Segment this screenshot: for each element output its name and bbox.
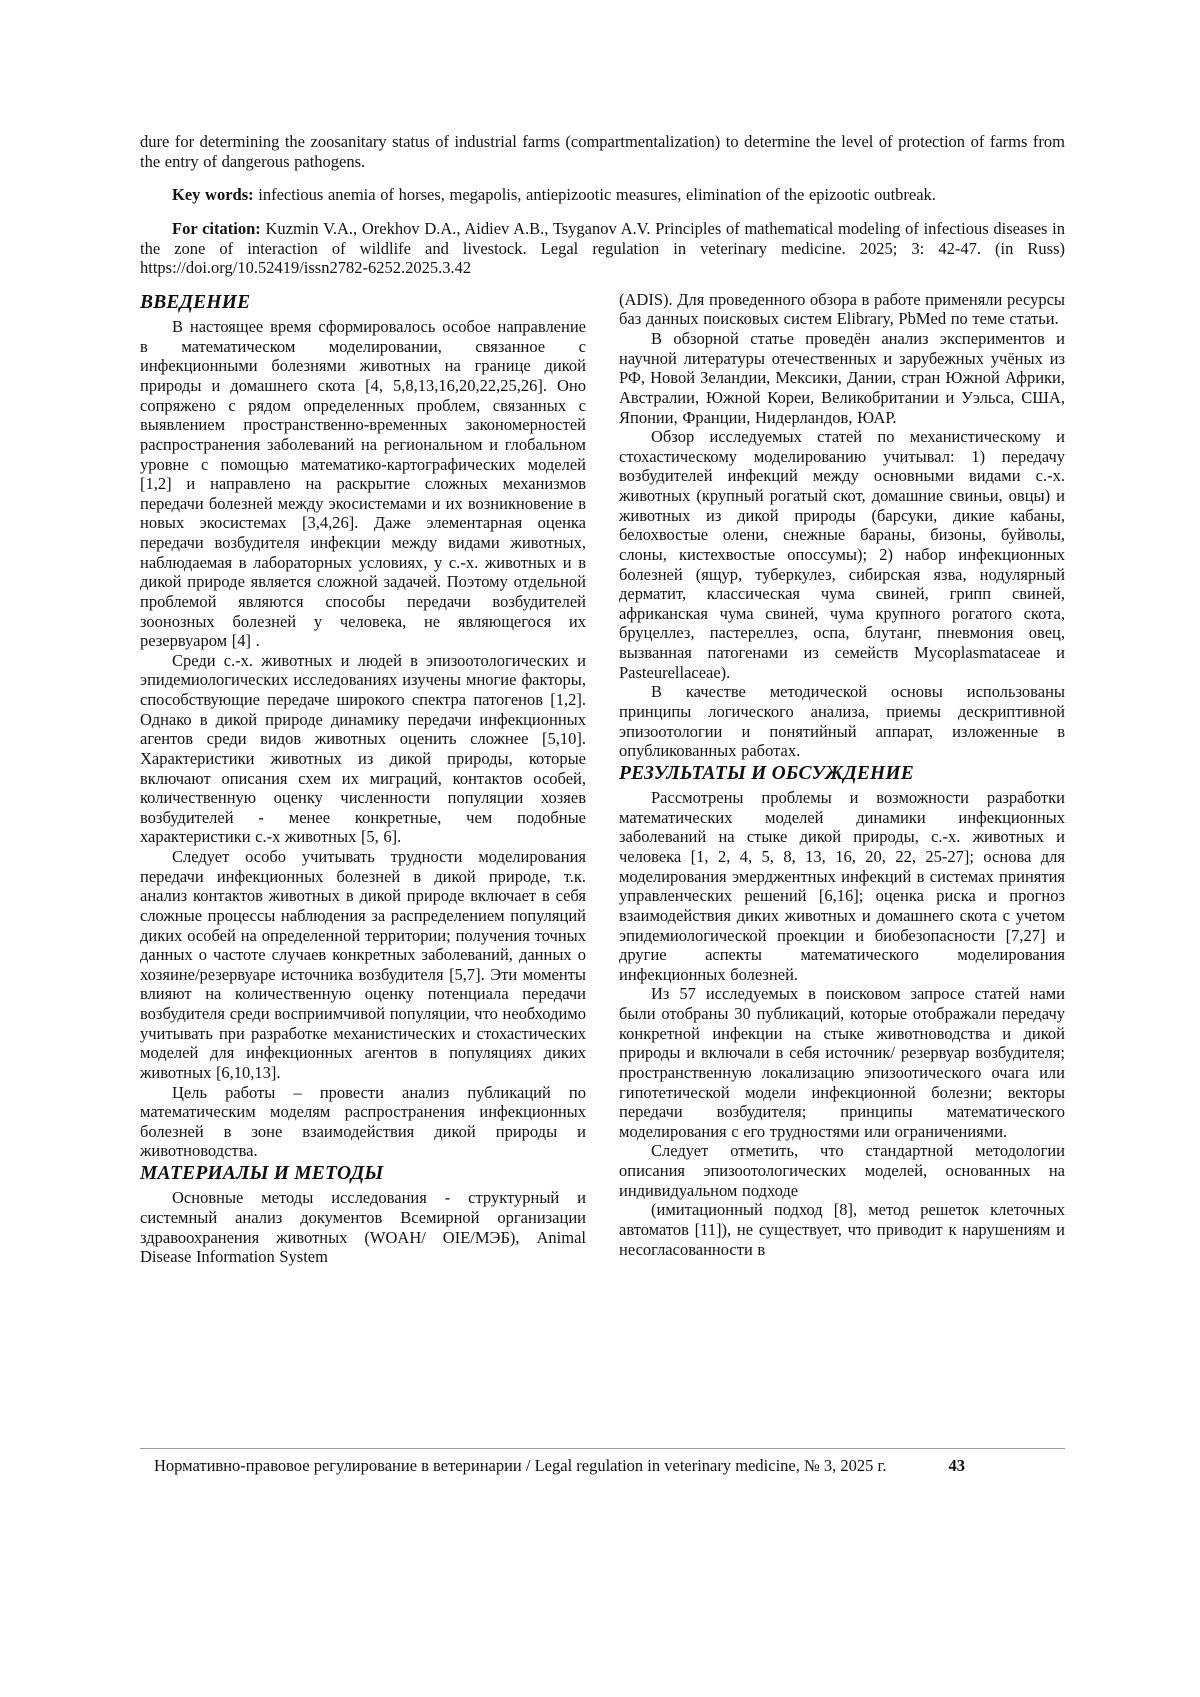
paragraph: (ADIS). Для проведенного обзора в работе применяли ресурсы баз данных поисковых систем Elibrary, PbMed по теме статьи. bbox=[619, 289, 1065, 329]
section-heading-materials-methods: МАТЕРИАЛЫ И МЕТОДЫ bbox=[140, 1163, 384, 1184]
keywords-label: Key words: bbox=[172, 185, 254, 205]
paragraph: Следует особо учитывать трудности моделирования передачи инфекционных болезней в дикой природе, т.к. анализ контактов животных в дикой природе включает в себя сложные процессы наблюдения за распределением популяций диких особей на определенной территории; получения точных данных о частоте случаев конкретных заболеваний, данных о хозяине/резервуаре источника возбудителя [5,7]. Эти моменты влияют на количественную оценку потенциала передачи возбудителя среди восприимчивой популяции, что необходимо учитывать при разработке механистических и стохастических моделей для инфекционных агентов в популяциях диких животных [6,10,13]. bbox=[140, 847, 586, 1082]
paragraph: Следует отметить, что стандартной методологии описания эпизоотологических моделей, основанных на индивидуальном подходе bbox=[619, 1141, 1065, 1200]
citation-paragraph bbox=[140, 219, 1065, 278]
page-footer bbox=[140, 1448, 1065, 1476]
journal-footer-line: Нормативно-правовое регулирование в ветеринарии / Legal regulation in veterinary medicine, № 3, 2025 г. bbox=[154, 1456, 887, 1475]
section-heading-results-discussion: РЕЗУЛЬТАТЫ И ОБСУЖДЕНИЕ bbox=[619, 762, 914, 784]
paragraph: Из 57 исследуемых в поисковом запросе статей нами были отобраны 30 публикаций, которые отображали передачу конкретной инфекции на стыке животноводства и дикой природы и включали в себя источник/ резервуар возбудителя; пространственную локализацию эпизоотического очага или гипотетической модели инфекционной болезни; векторы передачи возбудителя; принципы математического моделирования с его трудностями или ограничениями. bbox=[619, 984, 1065, 1141]
paragraph: Рассмотрены проблемы и возможности разработки математических моделей динамики инфекционных заболеваний на стыке дикой природы, с.-х. животных и человека [1, 2, 4, 5, 8, 13, 16, 20, 22, 25-27]; основа для моделирования эмерджентных инфекций в системах принятия управленческих решений [6,16]; оценка риска и прогноз взаимодействия диких животных и домашнего скота с учетом эпидемиологической проекции и биобезопасности [7,27] и другие аспекты математического моделирования инфекционных болезней. bbox=[619, 788, 1065, 984]
paragraph: Среди с.-х. животных и людей в эпизоотологических и эпидемиологических исследованиях изучены многие факторы, способствующие передаче широкого спектра патогенов [1,2]. Однако в дикой природе динамику передачи инфекционных агентов среди видов животных оценить сложнее [5,10]. Характеристики животных из дикой природы, которые включают описания схем их миграций, контактов особей, количественную оценку численности популяции хозяев возбудителей - менее конкретные, чем подобные характеристики с.-х животных [5, 6]. bbox=[140, 650, 586, 847]
keywords-text: infectious anemia of horses, megapolis, antiepizootic measures, elimination of the epizootic outbreak. bbox=[258, 185, 936, 205]
paragraph: В настоящее время сформировалось особое направление в математическом моделировании, связанное с инфекционными болезнями животных на границе дикой природы и домашнего скота [4, 5,8,13,16,20,22,25,26]. Оно сопряжено с рядом определенных проблем, связанных с выявлением пространственно-временных закономерностей распространения заболеваний на региональном и глобальном уровне с помощью математико-картографических моделей [1,2] и направлено на раскрытие сложных механизмов передачи болезней между экосистемами и их возникновение в новых экосистемах [3,4,26]. Даже элементарная оценка передачи возбудителя инфекции между видами животных, наблюдаемая в лабораторных условиях, у с.-х. животных и в дикой природе является сложной задачей. Поэтому отдельной проблемой являются способы передачи возбудителей зоонозных болезней у человека, не являющегося их резервуаром [4] . bbox=[140, 317, 586, 651]
paragraph: Цель работы – провести анализ публикаций по математическим моделям распространения инфекционных болезней в зоне взаимодействия дикой природы и животноводства. bbox=[140, 1082, 586, 1161]
paragraph: (имитационный подход [8], метод решеток клеточных автоматов [11]), не существует, что приводит к нарушениям и несогласованности в bbox=[619, 1200, 1065, 1259]
citation-text: Kuzmin V.A., Orekhov D.A., Aidiev A.B., Tsyganov A.V. Principles of mathematical modeling of infectious diseases in the zone of interaction of wildlife and livestock. Legal regulation in veterinary medicine. 2025; 3: 42-47. (in Russ) bbox=[140, 218, 1066, 258]
paragraph: Основные методы исследования - структурный и системный анализ документов Всемирной организации здравоохранения животных (WOAH/ OIE/МЭБ), Animal Disease Information System bbox=[140, 1188, 586, 1267]
keywords-paragraph bbox=[140, 185, 1065, 205]
paragraph: В обзорной статье проведён анализ экспериментов и научной литературы отечественных и зарубежных учёных из РФ, Новой Зеландии, Мексики, Дании, стран Южной Африки, Австралии, Южной Кореи, Великобритании и Уэльса, США, Японии, Франции, Нидерландов, ЮАР. bbox=[619, 329, 1065, 427]
section-heading-introduction: ВВЕДЕНИЕ bbox=[140, 291, 251, 313]
paragraph: Обзор исследуемых статей по механистическому и стохастическому моделированию учитывал: 1) передачу возбудителей инфекций между основными видами с.-х. животных (крупный рогатый скот, домашние свиньи, овцы) и животных из дикой природы (барсуки, дикие кабаны, белохвостые олени, снежные бараны, бизоны, буйволы, слоны, кистехвостые опоссумы); 2) набор инфекционных болезней (ящур, туберкулез, сибирская язва, нодулярный дерматит, классическая чума свиней, грипп свиней, африканская чума свиней, чума крупного рогатого скота, бруцеллез, пастереллез, оспа, блутанг, пневмония овец, вызванная патогенами из семейств Mycoplasmataceae и Pasteurellaceae). bbox=[619, 427, 1065, 682]
paragraph: В качестве методической основы использованы принципы логического анализа, приемы дескриптивной эпизоотологии и понятийный аппарат, изложенные в опубликованных работах. bbox=[619, 682, 1065, 761]
doi-link[interactable]: https://doi.org/10.52419/issn2782-6252.2025.3.42 bbox=[140, 258, 472, 278]
left-column bbox=[140, 290, 586, 1267]
continuation-paragraph: dure for determining the zoosanitary status of industrial farms (compartmentalization) to determine the level of protection of farms from the entry of dangerous pathogens. bbox=[140, 132, 1065, 171]
citation-label: For citation: bbox=[172, 218, 261, 238]
right-column bbox=[619, 290, 1065, 1259]
two-column-body bbox=[140, 290, 1065, 1267]
page-number: 43 bbox=[948, 1456, 965, 1475]
